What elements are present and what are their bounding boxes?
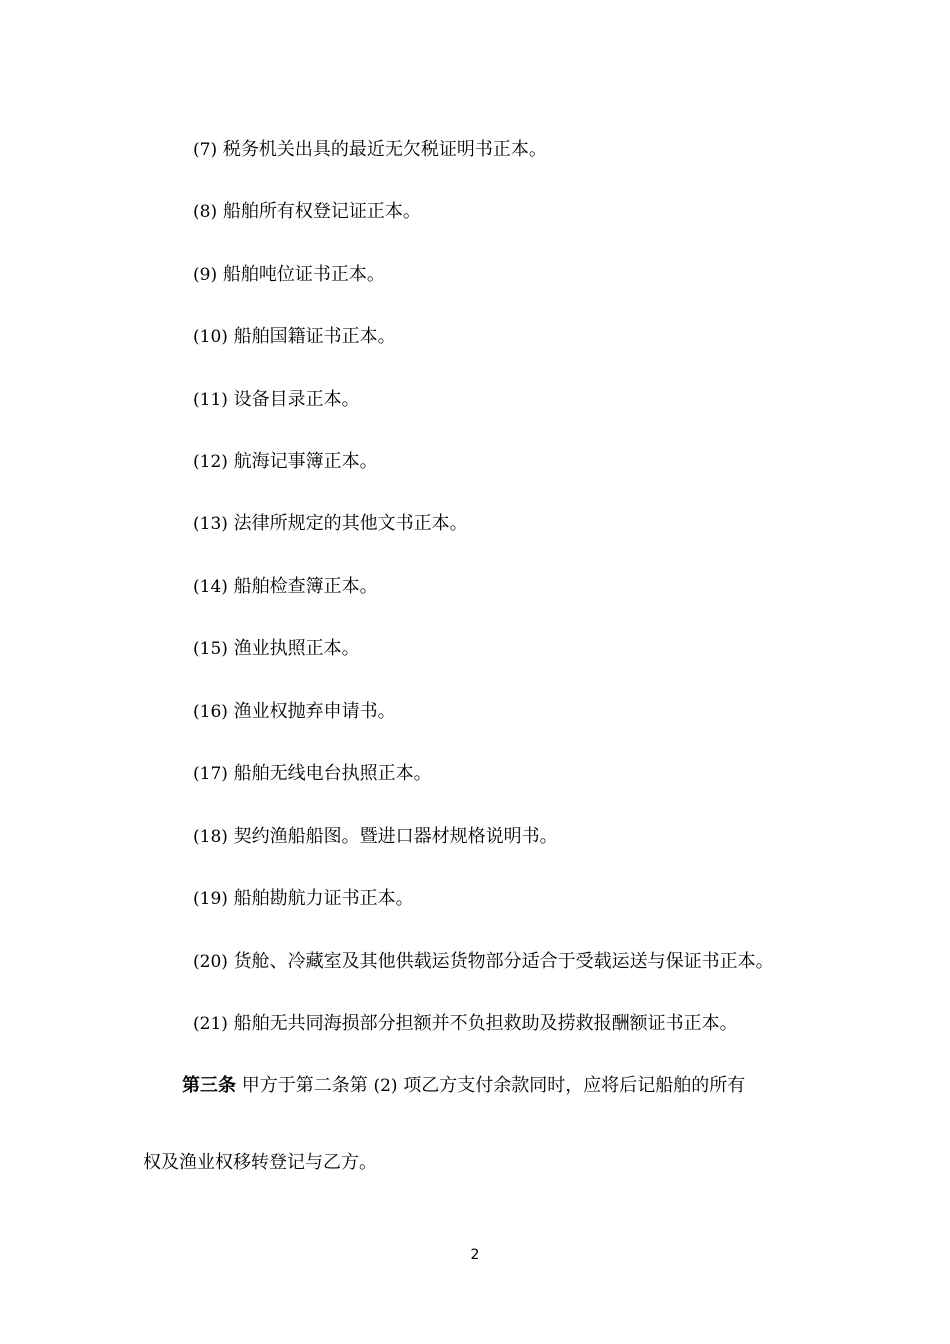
article-title: 第三条 (182, 1075, 236, 1096)
item-text: 船舶勘航力证书正本。 (233, 888, 414, 909)
item-text: 船舶吨位证书正本。 (222, 264, 385, 285)
article-3-line-1 (182, 1075, 745, 1097)
item-number: (8) (193, 202, 218, 222)
item-number: (18) (193, 827, 228, 847)
item-number: (9) (193, 265, 218, 285)
list-item (193, 1013, 738, 1035)
item-text: 契约渔船船图。暨进口器材规格说明书。 (233, 826, 558, 847)
item-text: 船舶无共同海损部分担额并不负担救助及捞救报酬额证书正本。 (233, 1013, 738, 1034)
item-number: (14) (193, 577, 228, 597)
item-number: (19) (193, 889, 228, 909)
article-ref-number: (2) (373, 1076, 398, 1096)
article-text: 权及渔业权移转登记与乙方。 (143, 1152, 377, 1173)
item-text: 船舶检查簿正本。 (233, 576, 378, 597)
list-item (193, 264, 385, 286)
list-item (193, 513, 468, 535)
item-text: 渔业权抛弃申请书。 (233, 701, 396, 722)
list-item (193, 763, 432, 785)
item-number: (12) (193, 452, 228, 472)
item-number: (10) (193, 327, 228, 347)
item-number: (13) (193, 514, 228, 534)
item-text: 法律所规定的其他文书正本。 (233, 513, 468, 534)
list-item (193, 701, 396, 723)
page-number: 2 (470, 1247, 480, 1263)
item-text: 货舱、冷藏室及其他供载运货物部分适合于受载运送与保证书正本。 (233, 951, 774, 972)
list-item (193, 201, 421, 223)
item-number: (21) (193, 1014, 228, 1034)
article-3-line-2 (143, 1152, 377, 1174)
list-item (193, 389, 360, 411)
list-item (193, 826, 558, 848)
item-number: (7) (193, 140, 218, 160)
list-item (193, 951, 774, 973)
item-text: 航海记事簿正本。 (233, 451, 378, 472)
list-item (193, 451, 378, 473)
list-item (193, 326, 396, 348)
article-text: 项乙方支付余款同时，应将后记船舶的所有 (403, 1075, 746, 1096)
item-number: (16) (193, 702, 228, 722)
list-item (193, 139, 547, 161)
item-number: (17) (193, 764, 228, 784)
list-item (193, 576, 378, 598)
item-text: 船舶所有权登记证正本。 (222, 201, 421, 222)
item-number: (15) (193, 639, 228, 659)
item-text: 税务机关出具的最近无欠税证明书正本。 (222, 139, 547, 160)
item-text: 渔业执照正本。 (233, 638, 360, 659)
item-text: 船舶国籍证书正本。 (233, 326, 396, 347)
item-text: 船舶无线电台执照正本。 (233, 763, 432, 784)
list-item (193, 888, 414, 910)
item-number: (11) (193, 390, 228, 410)
article-text: 甲方于第二条第 (241, 1075, 368, 1096)
list-item (193, 638, 360, 660)
item-text: 设备目录正本。 (233, 389, 360, 410)
item-number: (20) (193, 952, 228, 972)
